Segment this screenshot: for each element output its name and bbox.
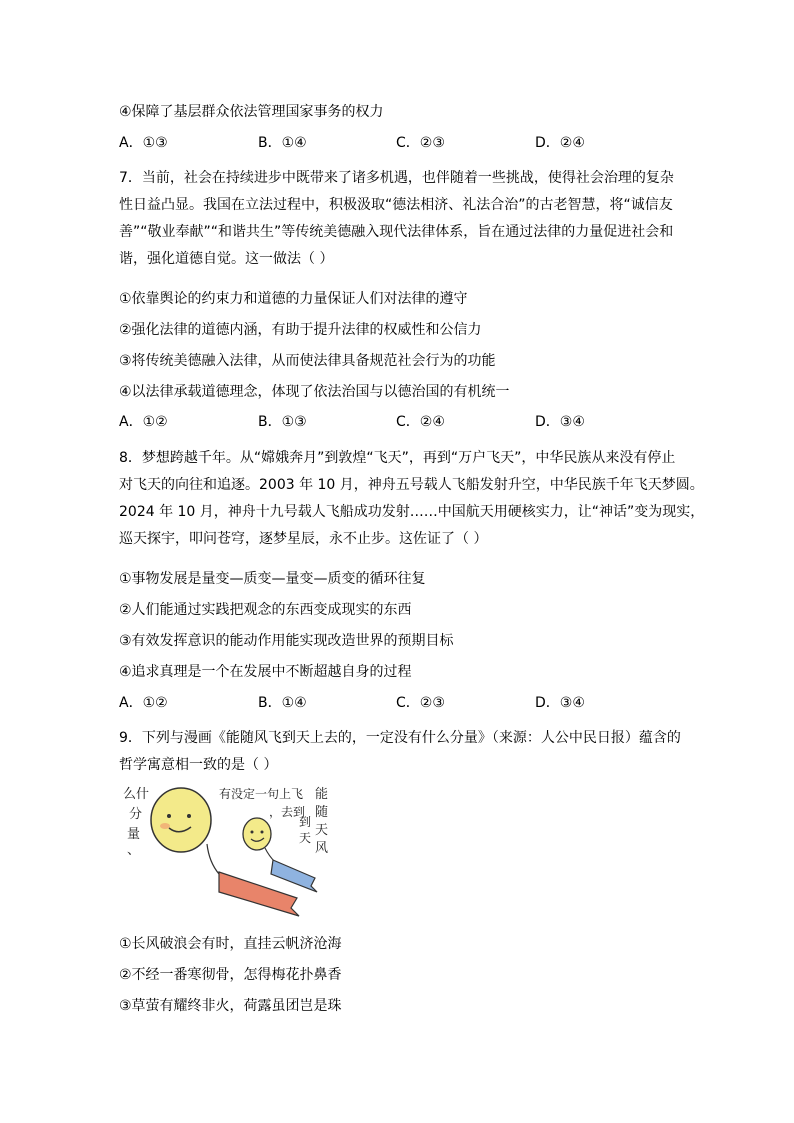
q7-options <box>119 412 679 432</box>
big-balloon-string <box>207 844 219 874</box>
q8-stem-line-4: 巡天探宇，叩问苍穹，逐梦星辰，永不止步。这佐证了（ ） <box>119 531 488 547</box>
q9-stem-line-1: 9．下列与漫画《能随风飞到天上去的，一定没有什么分量》（来源：人公中民日报）蕴含的 <box>119 730 681 746</box>
cartoon-drawing <box>119 782 334 922</box>
q8-item-4: ④追求真理是一个在发展中不断超越自身的过程 <box>119 664 412 680</box>
cartoon-text-middle-1: 有没定一句上飞 <box>219 787 304 801</box>
q8-options <box>119 693 679 713</box>
big-balloon <box>151 788 211 852</box>
cartoon-text-left-2: 分 <box>129 807 143 822</box>
cartoon-text-right-1: 能 <box>315 787 329 802</box>
q7-item-2: ②强化法律的道德内涵，有助于提升法律的权威性和公信力 <box>119 322 482 338</box>
cartoon-text-right-4: 风 <box>315 841 329 856</box>
q6-options <box>119 133 679 153</box>
q7-item-4: ④以法律承载道德理念，体现了依法治国与以德治国的有机统一 <box>119 384 510 400</box>
q8-option-c: C．②③ <box>396 695 445 711</box>
cartoon-text-right-2: 随 <box>315 805 329 820</box>
q9-item-2: ②不经一番寒彻骨，怎得梅花扑鼻香 <box>119 967 342 983</box>
q7-stem-line-3: 善”“敬业奉献”“和谐共生”等传统美德融入现代法律体系，旨在通过法律的力量促进社会和 <box>119 224 674 240</box>
q7-stem-line-1: 7．当前，社会在持续进步中既带来了诸多机遇，也伴随着一些挑战，使得社会治理的复杂 <box>119 170 674 186</box>
q7-stem-line-4: 谐，强化道德自觉。这一做法（ ） <box>119 251 334 267</box>
cartoon-text-left-4: 、 <box>127 843 141 858</box>
q6-option-a: A．①③ <box>119 135 168 151</box>
q6-option-b: B．①④ <box>258 135 307 151</box>
q6-option-d: D．②④ <box>535 135 585 151</box>
q8-stem-line-1: 8．梦想跨越千年。从“嫦娥奔月”到敦煌“飞天”，再到“万户飞天”，中华民族从来没有停止 <box>119 450 676 466</box>
q7-option-b: B．①③ <box>258 414 307 430</box>
q7-stem-line-2: 性日益凸显。我国在立法过程中，积极汲取“德法相济、礼法合治”的古老智慧，将“诚信友 <box>119 197 673 213</box>
big-balloon-cheek <box>160 823 170 829</box>
cartoon-text-middle-2: ，去到 <box>269 805 306 819</box>
q6-item-4: ④保障了基层群众依法管理国家事务的权力 <box>119 104 384 120</box>
q8-option-b: B．①④ <box>258 695 307 711</box>
q7-option-d: D．③④ <box>535 414 585 430</box>
small-balloon <box>243 818 271 850</box>
balloon-cartoon <box>119 782 334 922</box>
q8-option-d: D．③④ <box>535 695 585 711</box>
q9-stem-line-2: 哲学寓意相一致的是（ ） <box>119 757 278 773</box>
cartoon-text-right-3: 天 <box>315 823 329 838</box>
q7-item-3: ③将传统美德融入法律，从而使法律具备规范社会行为的功能 <box>119 353 496 369</box>
q7-item-1: ①依靠舆论的约束力和道德的力量保证人们对法律的遵守 <box>119 291 468 307</box>
q8-stem-line-2: 对飞天的向往和追逐。2003 年 10 月，神舟五号载人飞船发射升空，中华民族千年飞天梦圆。 <box>119 477 704 493</box>
cartoon-text-right2-1: 到 <box>299 815 312 829</box>
q9-item-3: ③草萤有耀终非火，荷露虽团岂是珠 <box>119 998 342 1014</box>
cartoon-text-left-1: 么什 <box>123 787 150 802</box>
q9-item-1: ①长风破浪会有时，直挂云帆济沧海 <box>119 936 342 952</box>
cartoon-text-left-3: 量 <box>127 827 141 842</box>
big-balloon-eye-left <box>167 814 171 818</box>
q8-stem-line-3: 2024 年 10 月，神舟十九号载人飞船成功发射……中国航天用硬核实力，让“神话”变为现实， <box>119 504 705 520</box>
small-balloon-eye-left <box>251 831 254 834</box>
q8-item-3: ③有效发挥意识的能动作用能实现改造世界的预期目标 <box>119 633 454 649</box>
small-balloon-eye-right <box>261 831 264 834</box>
small-ribbon <box>271 860 317 892</box>
q8-option-a: A．①② <box>119 695 168 711</box>
q7-option-c: C．②④ <box>396 414 445 430</box>
q7-option-a: A．①② <box>119 414 168 430</box>
q8-item-1: ①事物发展是量变—质变—量变—质变的循环往复 <box>119 571 426 587</box>
q8-item-2: ②人们能通过实践把观念的东西变成现实的东西 <box>119 602 412 618</box>
big-balloon-eye-right <box>187 814 191 818</box>
cartoon-text-right2-2: 天 <box>299 831 312 845</box>
q6-option-c: C．②③ <box>396 135 445 151</box>
